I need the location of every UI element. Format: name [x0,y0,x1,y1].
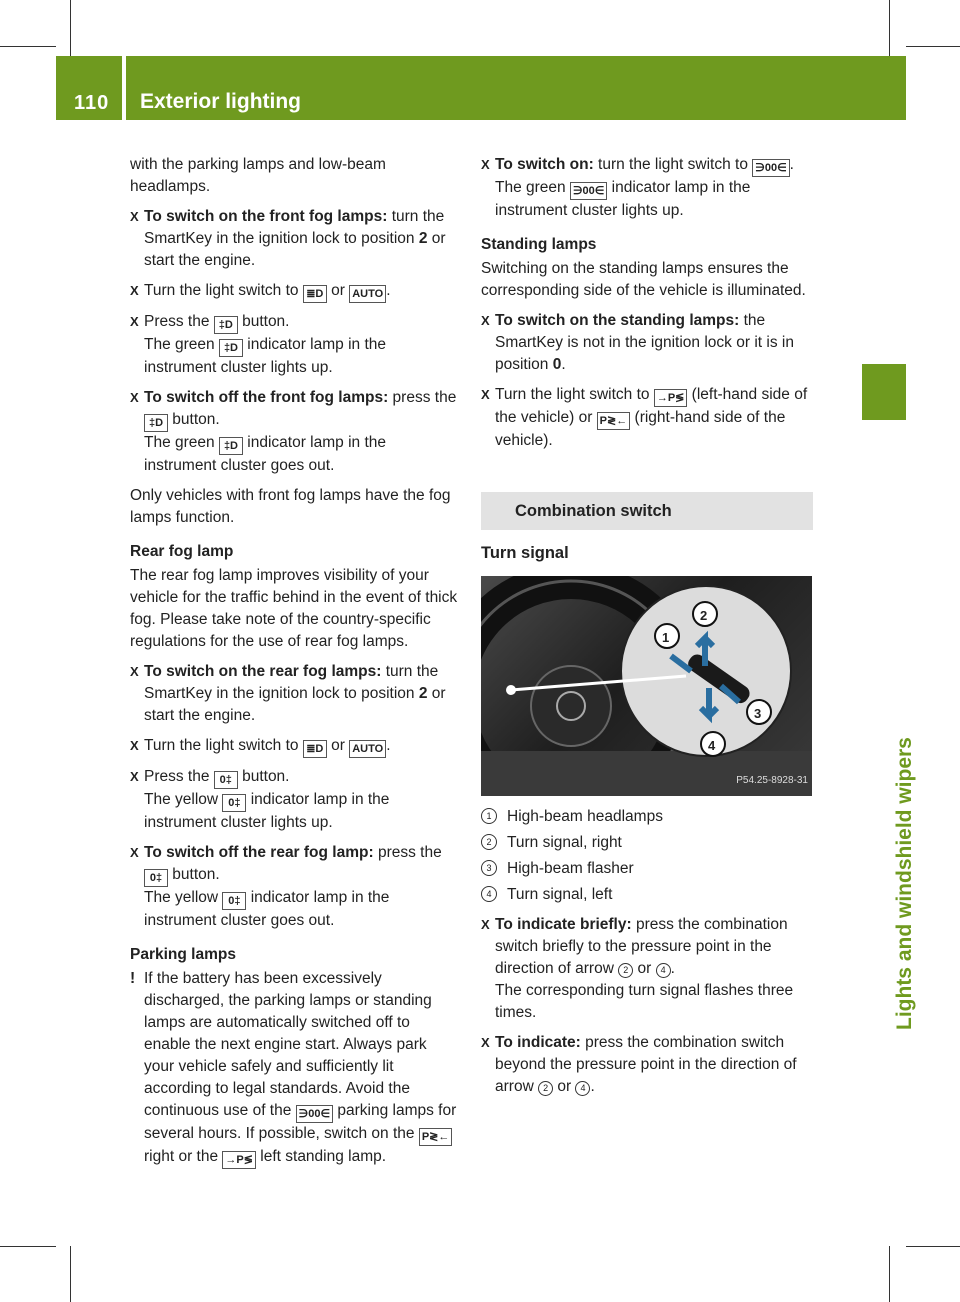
callout-2: 2 [700,608,708,623]
crop-mark [70,1246,71,1302]
auto-light-icon: AUTO [349,285,386,303]
crop-mark [0,46,56,47]
crop-mark [889,1246,890,1302]
turn-signal-heading: Turn signal [481,544,569,562]
standing-left-icon: →P≶ [654,389,688,407]
right-column [481,154,813,1106]
warning-icon: ! [130,970,136,987]
auto-light-icon: AUTO [349,740,386,758]
instruction-step: X Press the ‡D button. The green ‡D indicator lamp in the instrument cluster lights up. [130,313,386,376]
subheading-standing: Standing lamps [481,236,597,253]
body-text: Only vehicles with front fog lamps have the fog lamps function. [130,487,451,526]
section-title: Exterior lighting [140,90,302,113]
photo-code: P54.25-8928-31 [736,775,808,786]
crop-mark [906,46,960,47]
low-beam-icon: ≣D [303,285,327,303]
front-fog-icon: ‡D [144,414,168,432]
combination-switch-photo [481,576,812,796]
legend-item: 2 Turn signal, right [481,832,813,854]
callout-1: 1 [662,630,670,645]
instruction-step: X Turn the light switch to ≣D or AUTO . [130,735,460,758]
intro-text: with the parking lamps and low-beam headlamps. [130,156,386,195]
header-separator [122,56,126,120]
crop-mark [70,0,71,56]
instruction-step: X Turn the light switch to ≣D or AUTO . [130,280,460,303]
callout-3: 3 [754,706,762,721]
front-fog-icon: ‡D [219,339,243,357]
instruction-step: X To switch off the rear fog lamp: press the 0‡ button. The yellow 0‡ indicator lamp in the instrument cluster goes out. [130,844,442,929]
subheading-rear-fog: Rear fog lamp [130,543,234,560]
front-fog-icon: ‡D [214,316,238,334]
rear-fog-icon: 0‡ [222,794,246,812]
callout-4: 4 [708,738,716,753]
parking-lamp-icon: ∋00∈ [752,159,789,177]
page-number: 110 [74,92,110,114]
crop-mark [0,1246,56,1247]
chapter-label: Lights and windshield wipers [893,737,916,1030]
body-text: Switching on the standing lamps ensures the corresponding side of the vehicle is illuminated. [481,260,806,299]
combination-switch-heading: Combination switch [481,492,813,530]
standing-right-icon: P≷← [597,412,631,430]
crop-mark [906,1246,960,1247]
legend-item: 4 Turn signal, left [481,884,813,906]
instruction-step: X To indicate briefly: press the combination switch briefly to the pressure point in the direction of arrow 2 or 4 . The corresponding turn signal flashes three times. [481,916,794,1021]
steering-wheel-illustration [481,576,812,796]
rear-fog-icon: 0‡ [144,869,168,887]
crop-mark [889,0,890,56]
instruction-step: X To indicate: press the combination switch beyond the pressure point in the direction of arrow 2 or 4 . [481,1034,797,1095]
left-column [130,154,460,1177]
instruction-step: X To switch on: turn the light switch to ∋00∈ . The green ∋00∈ indicator lamp in the instrument cluster lights up. [481,156,794,219]
parking-lamp-icon: ∋00∈ [570,182,607,200]
warning-note: ! If the battery has been excessively discharged, the parking lamps or standing lamps are automatically switched off to enable the next engine start. Always park your vehicle safely and sufficiently lit according to legal standards. Avoid the continuous use of the ∋00∈ parking lamps for several hours. If possible, switch on the P≷← right or the →P≶ left standing lamp. [130,968,460,1169]
parking-lamp-icon: ∋00∈ [296,1105,333,1123]
legend-item: 3 High-beam flasher [481,858,813,880]
legend-item: 1 High-beam headlamps [481,806,813,828]
front-fog-icon: ‡D [219,437,243,455]
instruction-step: X To switch on the front fog lamps: turn the SmartKey in the ignition lock to position 2 or start the engine. [130,208,446,269]
instruction-step: X To switch off the front fog lamps: press the ‡D button. The green ‡D indicator lamp in the instrument cluster goes out. [130,389,457,474]
instruction-step: X Press the 0‡ button. The yellow 0‡ indicator lamp in the instrument cluster lights up. [130,768,390,831]
instruction-step: X To switch on the standing lamps: the SmartKey is not in the ignition lock or it is in position 0. [481,312,794,373]
low-beam-icon: ≣D [303,740,327,758]
instruction-step: X Turn the light switch to →P≶ (left-hand side of the vehicle) or P≷← (right-hand side of the vehicle). [481,386,808,449]
subheading-parking: Parking lamps [130,946,236,963]
instruction-step: X To switch on the rear fog lamps: turn the SmartKey in the ignition lock to position 2 or start the engine. [130,663,446,724]
standing-left-icon: →P≶ [222,1151,256,1169]
rear-fog-icon: 0‡ [214,771,238,789]
chapter-tab-marker [862,364,906,420]
rear-fog-icon: 0‡ [222,892,246,910]
body-text: The rear fog lamp improves visibility of your vehicle for the traffic behind in the event of thick fog. Please take note of the country-specific regulations for the use of rear fog lamps. [130,567,458,650]
standing-right-icon: P≷← [419,1128,453,1146]
